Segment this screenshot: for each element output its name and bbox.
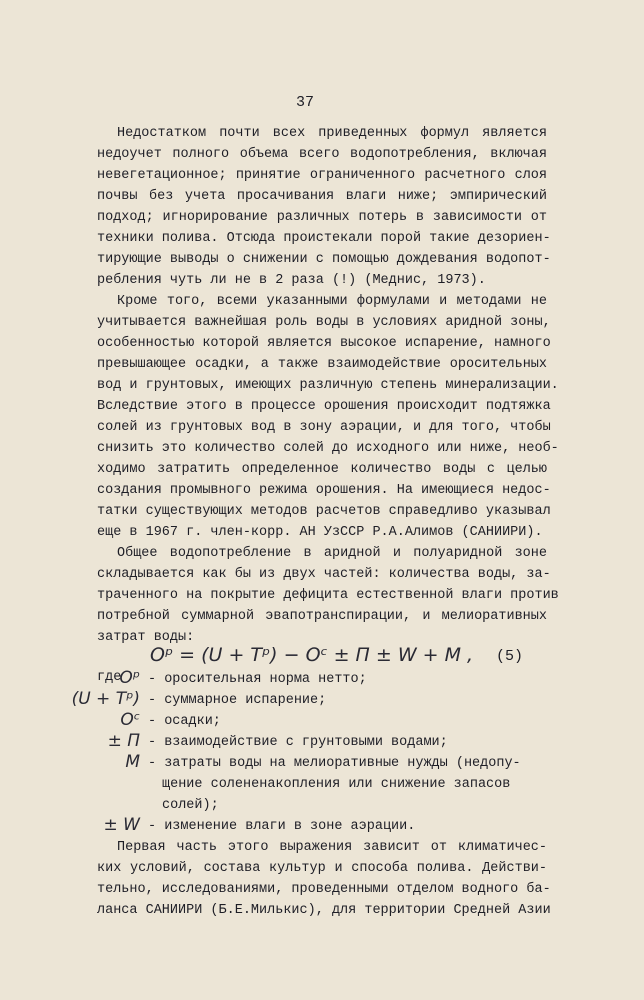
definition-text: - взаимодействие с грунтовыми водами; xyxy=(148,735,448,750)
paragraph-1-line: ребления чуть ли не в 2 раза (!) (Меднис, 1973). xyxy=(97,273,486,288)
paragraph-2-line: создания промывного режима орошения. На имеющиеся недос- xyxy=(97,483,551,498)
paragraph-1-line: техники полива. Отсюда проистекали порой такие дезориен- xyxy=(97,231,551,246)
paragraph-2-line: еще в 1967 г. член-корр. АН УзССР Р.А.Алимов (САНИИРИ). xyxy=(97,525,543,540)
definition-symbol: ± W xyxy=(103,815,140,835)
definition-text: щение солененакопления или снижение запасов xyxy=(162,777,511,792)
definition-symbol: M xyxy=(125,752,140,772)
paragraph-1-line: тирующие выводы о снижении с помощью дождевания водопот- xyxy=(97,252,551,267)
paragraph-1-line: невегетационное; принятие ограниченного расчетного слоя xyxy=(97,168,547,183)
paragraph-2-line: солей из грунтовых вод в зону аэрации, и для того, чтобы xyxy=(97,420,551,435)
definition-symbol: ± П xyxy=(107,731,140,751)
paragraph-1-line: Недостатком почти всех приведенных формул является xyxy=(117,126,547,141)
paragraph-2-line: вод и грунтовых, имеющих различную степень минерализации. xyxy=(97,378,559,393)
definition-symbol: Oᵖ xyxy=(119,668,140,688)
paragraph-2-line: превышающее осадки, а также взаимодействие оросительных xyxy=(97,357,547,372)
definition-text: солей); xyxy=(162,798,219,813)
definition-symbol: (U + Tᵖ) xyxy=(71,689,140,709)
formula-number: (5) xyxy=(496,648,524,665)
paragraph-3-line: Общее водопотребление в аридной и полуаридной зоне xyxy=(117,546,547,561)
definition-text: - изменение влаги в зоне аэрации. xyxy=(148,819,416,834)
definition-text: - затраты воды на мелиоративные нужды (недопу- xyxy=(148,756,521,771)
paragraph-3-line: складывается как бы из двух частей: количества воды, за- xyxy=(97,567,551,582)
paragraph-2-line: особенностью которой является высокое испарение, намного xyxy=(97,336,551,351)
paragraph-1-line: подход; игнорирование различных потерь в зависимости от xyxy=(97,210,547,225)
paragraph-2-line: ходимо затратить определенное количество воды с целью xyxy=(97,462,547,477)
paragraph-4-line: Первая часть этого выражения зависит от климатичес- xyxy=(117,840,547,855)
paragraph-2-line: татки существующих методов расчетов справедливо указывал xyxy=(97,504,551,519)
formula: Oᵖ = (U + Tᵖ) − Oᶜ ± П ± W + M , xyxy=(150,644,474,666)
paragraph-4-line: ланса САНИИРИ (Б.Е.Милькис), для территории Средней Азии xyxy=(97,903,551,918)
paragraph-4-line: тельно, исследованиями, проведенными отделом водного ба- xyxy=(97,882,551,897)
definition-text: - суммарное испарение; xyxy=(148,693,327,708)
paragraph-3-line: траченного на покрытие дефицита естественной влаги против xyxy=(97,588,559,603)
page-number: 37 xyxy=(296,94,315,111)
paragraph-3-line: затрат воды: xyxy=(97,630,195,645)
definition-symbol: Oᶜ xyxy=(120,710,140,730)
paragraph-1-line: недоучет полного объема всего водопотребления, включая xyxy=(97,147,547,162)
paragraph-2-line: Кроме того, всеми указанными формулами и методами не xyxy=(117,294,547,309)
definition-text: - осадки; xyxy=(148,714,221,729)
paragraph-2-line: снизить это количество солей до исходного или ниже, необ- xyxy=(97,441,559,456)
definition-text: - оросительная норма нетто; xyxy=(148,672,367,687)
where-word: где xyxy=(97,670,122,685)
paragraph-4-line: ких условий, состава культур и способа полива. Действи- xyxy=(97,861,547,876)
paragraph-3-line: потребной суммарной эвапотранспирации, и мелиоративных xyxy=(97,609,547,624)
paragraph-2-line: Вследствие этого в процессе орошения происходит подтяжка xyxy=(97,399,551,414)
paragraph-1-line: почвы без учета просачивания влаги ниже; эмпирический xyxy=(97,189,547,204)
paragraph-2-line: учитывается важнейшая роль воды в условиях аридной зоны, xyxy=(97,315,551,330)
